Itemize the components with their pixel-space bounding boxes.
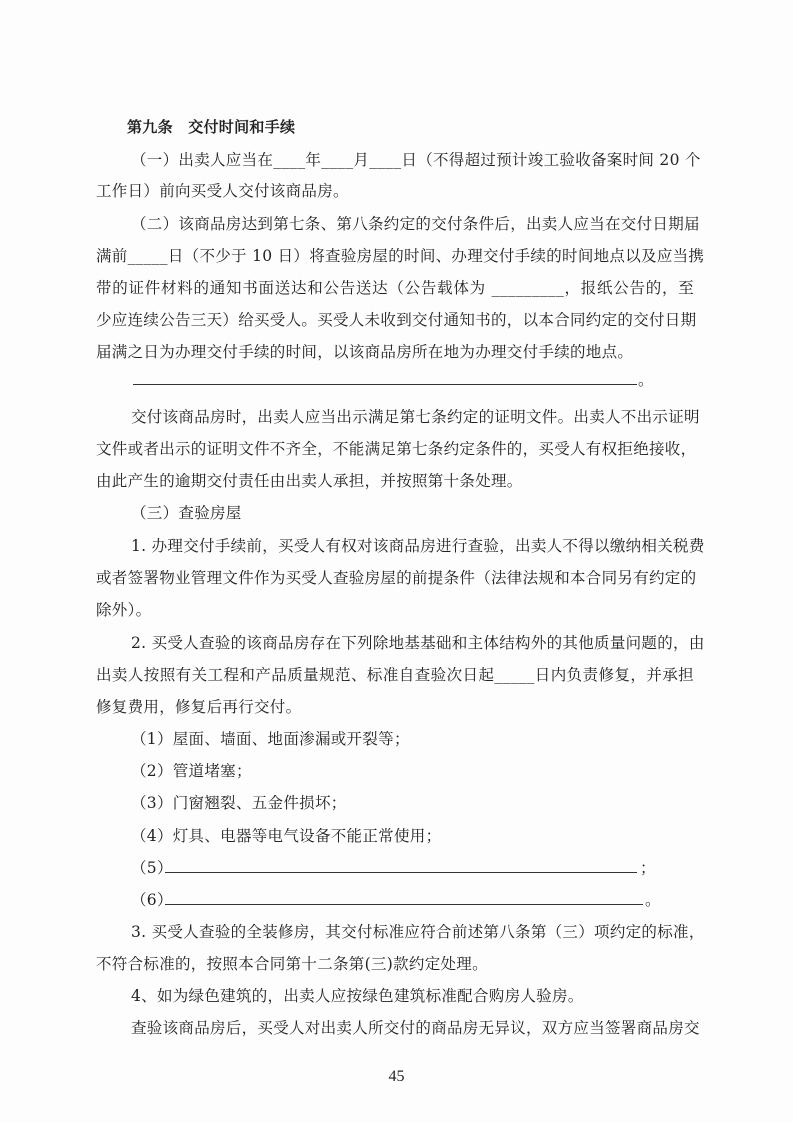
fill-in-blank-line (133, 384, 637, 385)
paragraph-line: 届满之日为办理交付手续的时间，以该商品房所在地为办理交付手续的地点。 (96, 343, 634, 361)
paragraph-line: 除外）。 (96, 601, 152, 619)
paragraph-line: 3. 买受人查验的全装修房，其交付标准应符合前述第八条第（三）项约定的标准， (131, 923, 705, 941)
paragraph-line: 交付该商品房时，出卖人应当出示满足第七条约定的证明文件。出卖人不出示证明 (131, 408, 700, 426)
fill-in-blank-line (165, 872, 637, 873)
list-item-punctuation: ； (640, 859, 656, 877)
paragraph-line: 工作日）前向买受人交付该商品房。 (96, 182, 349, 200)
paragraph-line: 出卖人按照有关工程和产品质量规范、标准自查验次日起_____日内负责修复，并承担 (96, 666, 694, 684)
subsection-title: （三）查验房屋 (131, 504, 242, 522)
paragraph-line: 满前_____日（不少于 10 日）将查验房屋的时间、办理交付手续的时间地点以及应当携 (96, 247, 705, 265)
paragraph-line: 。 (638, 371, 654, 389)
paragraph-line: 4、如为绿色建筑的，出卖人应按绿色建筑标准配合购房人验房。 (131, 987, 584, 1005)
paragraph-line: （二）该商品房达到第七条、第八条约定的交付条件后，出卖人应当在交付日期届 (131, 215, 700, 233)
paragraph-line: （一）出卖人应当在____年____月____日（不得超过预计竣工验收备案时间 20 个 (131, 151, 701, 169)
paragraph-line: 修复费用，修复后再行交付。 (96, 698, 302, 716)
paragraph-line: 少应连续公告三天）给买受人。买受人未收到交付通知书的，以本合同约定的交付日期 (96, 311, 697, 329)
paragraph-line: 文件或者出示的证明文件不齐全，不能满足第七条约定条件的，买受人有权拒绝接收， (96, 440, 697, 458)
page-number: 45 (388, 1068, 405, 1085)
paragraph-line: 带的证件材料的通知书面送达和公告送达（公告载体为 _________，报纸公告的，至 (96, 279, 694, 297)
paragraph-line: 由此产生的逾期交付责任由出卖人承担，并按照第十条处理。 (96, 472, 523, 490)
list-item: （6） (131, 891, 173, 909)
paragraph-line: 不符合标准的，按照本合同第十二条第(三)款约定处理。 (96, 955, 488, 973)
paragraph-line: 或者签署物业管理文件作为买受人查验房屋的前提条件（法律法规和本合同另有约定的 (96, 569, 697, 587)
list-item-punctuation: 。 (645, 891, 661, 909)
list-item: （2）管道堵塞； (131, 762, 252, 780)
paragraph-line: 查验该商品房后，买受人对出卖人所交付的商品房无异议，双方应当签署商品房交 (131, 1019, 700, 1037)
list-item: （4）灯具、电器等电气设备不能正常使用； (131, 827, 442, 845)
list-item: （5） (131, 859, 173, 877)
section-heading: 第九条 交付时间和手续 (127, 118, 296, 136)
paragraph-line: 1. 办理交付手续前，买受人有权对该商品房进行查验，出卖人不得以缴纳相关税费 (131, 537, 705, 555)
paragraph-line: 2. 买受人查验的该商品房存在下列除地基基础和主体结构外的其他质量问题的，由 (131, 634, 705, 652)
list-item: （3）门窗翘裂、五金件损坏； (131, 794, 347, 812)
fill-in-blank-line (165, 904, 643, 905)
list-item: （1）屋面、墙面、地面渗漏或开裂等； (131, 730, 410, 748)
